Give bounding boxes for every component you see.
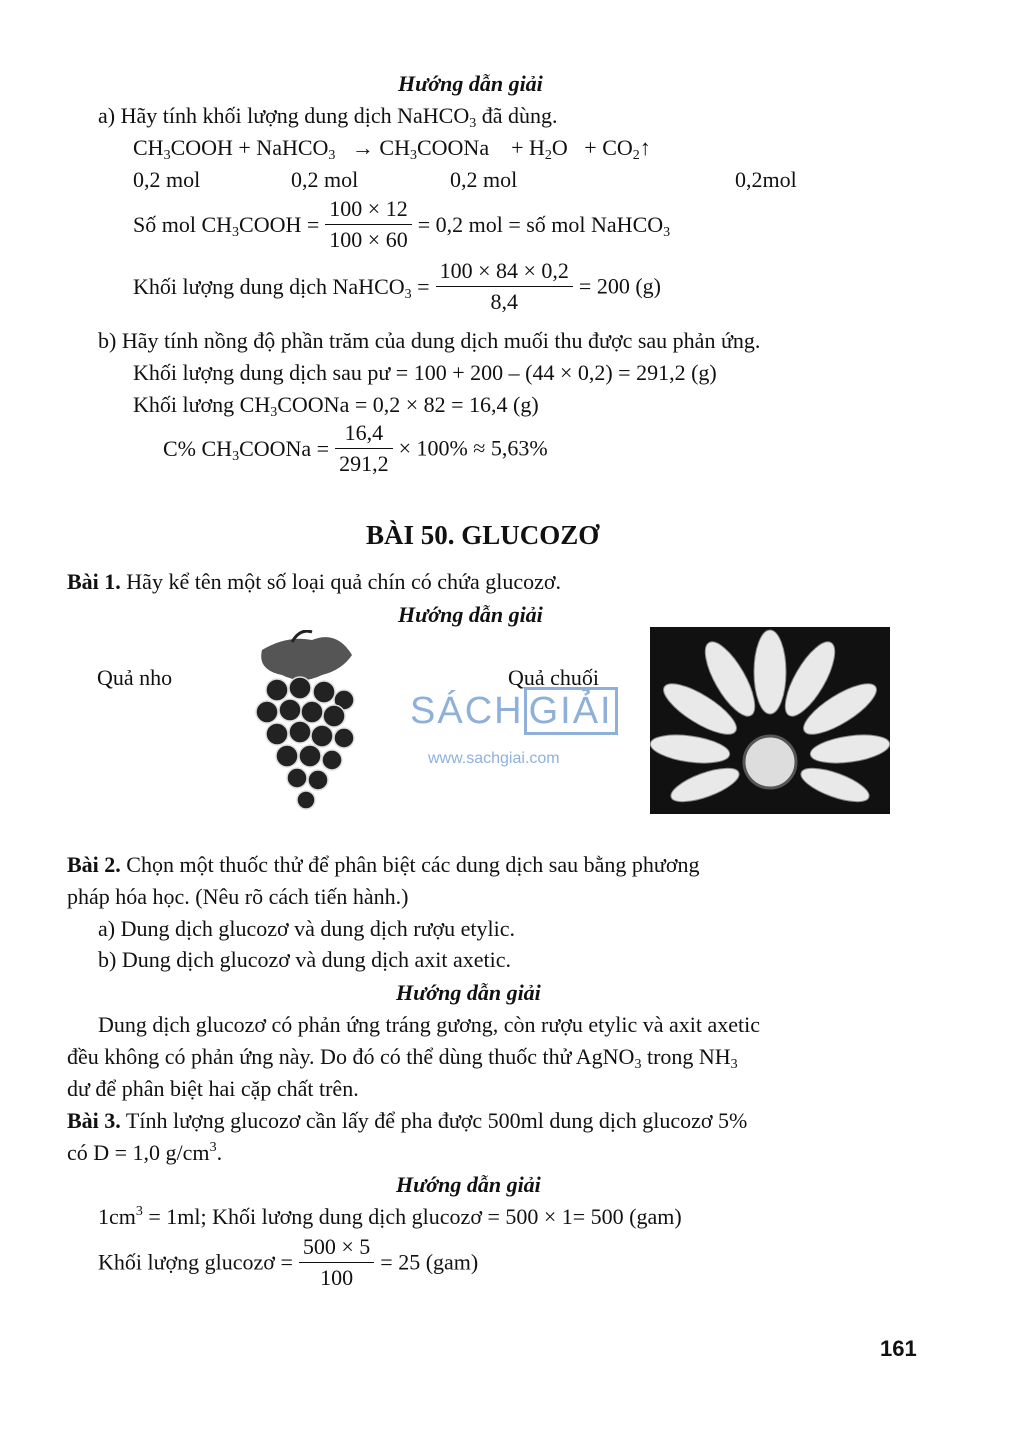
fraction-glucose: $\frac{500 \times 5}{100}$ [299, 1234, 374, 1291]
page-number: 161 [880, 1336, 917, 1361]
mol-4: 0,2mol [735, 167, 797, 192]
fraction-mol: $\frac{100 \times 12}{100 \times 60}$ [325, 196, 411, 253]
fraction-mass: $\frac{100 \times 84 \times 0,2}{8,4}$ [436, 258, 573, 315]
bai3-answer-line1: $1cm^3 = 1ml$; Khối lương dung dịch glucozơ = 500 × 1= 500 (gam) [98, 1204, 682, 1229]
part-b-question: b) Hãy tính nồng độ phần trăm của dung dịch muối thu được sau phản ứng. [98, 328, 761, 353]
banana-image [650, 627, 890, 814]
mass-calc: Khối lượng dung dịch NaHCO$_3$ = $\frac{100 \times 84 \times 0,2}{8,4}$ = 200 (g) [133, 258, 661, 314]
bai2-answer-line3: dư để phân biệt hai cặp chất trên. [67, 1076, 359, 1101]
guide-heading-1: Hướng dẫn giải [398, 71, 543, 96]
bai3-question-line1: Bài 3. Tính lượng glucozơ cần lấy để pha được 500ml dung dịch glucozơ 5% [67, 1108, 748, 1133]
bai2-question-line1: Bài 2. Chọn một thuốc thử để phân biệt các dung dịch sau bằng phương [67, 852, 700, 877]
concentration-calc: C% $CH_3COONa$ = $\frac{16,4}{291,2}$ × 100% ≈ 5,63% [163, 420, 548, 476]
watermark-url: www.sachgiai.com [428, 750, 560, 767]
part-b-line1: Khối lượng dung dịch sau pư = 100 + 200 – (44 × 0,2) = 291,2 (g) [133, 360, 717, 385]
grape-label: Quả nho [97, 665, 173, 690]
mol-calc: Số mol $CH_3COOH$ = $\frac{100 \times 12}{100 \times 60}$ = 0,2 mol = số mol NaHCO$_3$ [133, 196, 671, 252]
mol-2: 0,2 mol [291, 167, 359, 192]
lesson-title: BÀI 50. GLUCOZƠ [366, 520, 600, 550]
bai3-question-line2: có D = 1,0 $g/cm^3$. [67, 1140, 223, 1165]
reaction-equation: $CH_3COOH$ + NaHCO$_3$ → $CH_3COONa$ + $H_2O$ + $CO_2↑$ [133, 135, 651, 163]
bai2-question-line2: pháp hóa học. (Nêu rõ cách tiến hành.) [67, 884, 409, 909]
mol-1: 0,2 mol [133, 167, 201, 192]
watermark-brand: SÁCH GIẢI [410, 690, 618, 733]
guide-heading-3: Hướng dẫn giải [396, 980, 541, 1005]
part-a-question: a) Hãy tính khối lượng dung dịch NaHCO$_3$ đã dùng. [98, 103, 558, 131]
bai3-answer-line2: Khối lượng glucozơ = $\frac{500 \times 5}{100}$ = 25 (gam) [98, 1234, 479, 1290]
mol-3: 0,2 mol [450, 167, 518, 192]
bai2-part-a: a) Dung dịch glucozơ và dung dịch rượu etylic. [98, 916, 516, 941]
part-b-line2: Khối lương $CH_3COONa = 0,2 \times 82 = 16,4$ (g) [133, 392, 539, 420]
guide-heading-2: Hướng dẫn giải [398, 602, 543, 627]
bai2-part-b: b) Dung dịch glucozơ và dung dịch axit axetic. [98, 947, 512, 972]
guide-heading-4: Hướng dẫn giải [396, 1172, 541, 1197]
banana-label: Quả chuối [508, 665, 600, 690]
grape-image [232, 630, 372, 820]
bai2-answer-line1: Dung dịch glucozơ có phản ứng tráng gương, còn rượu etylic và axit axetic [98, 1012, 761, 1037]
bai1-question: Bài 1. Hãy kể tên một số loại quả chín có chứa glucozơ. [67, 569, 562, 594]
fraction-concentration: $\frac{16,4}{291,2}$ [335, 420, 393, 477]
bai2-answer-line2: đều không có phản ứng này. Do đó có thể dùng thuốc thử AgNO$_3$ trong $NH_3$ [67, 1044, 738, 1072]
